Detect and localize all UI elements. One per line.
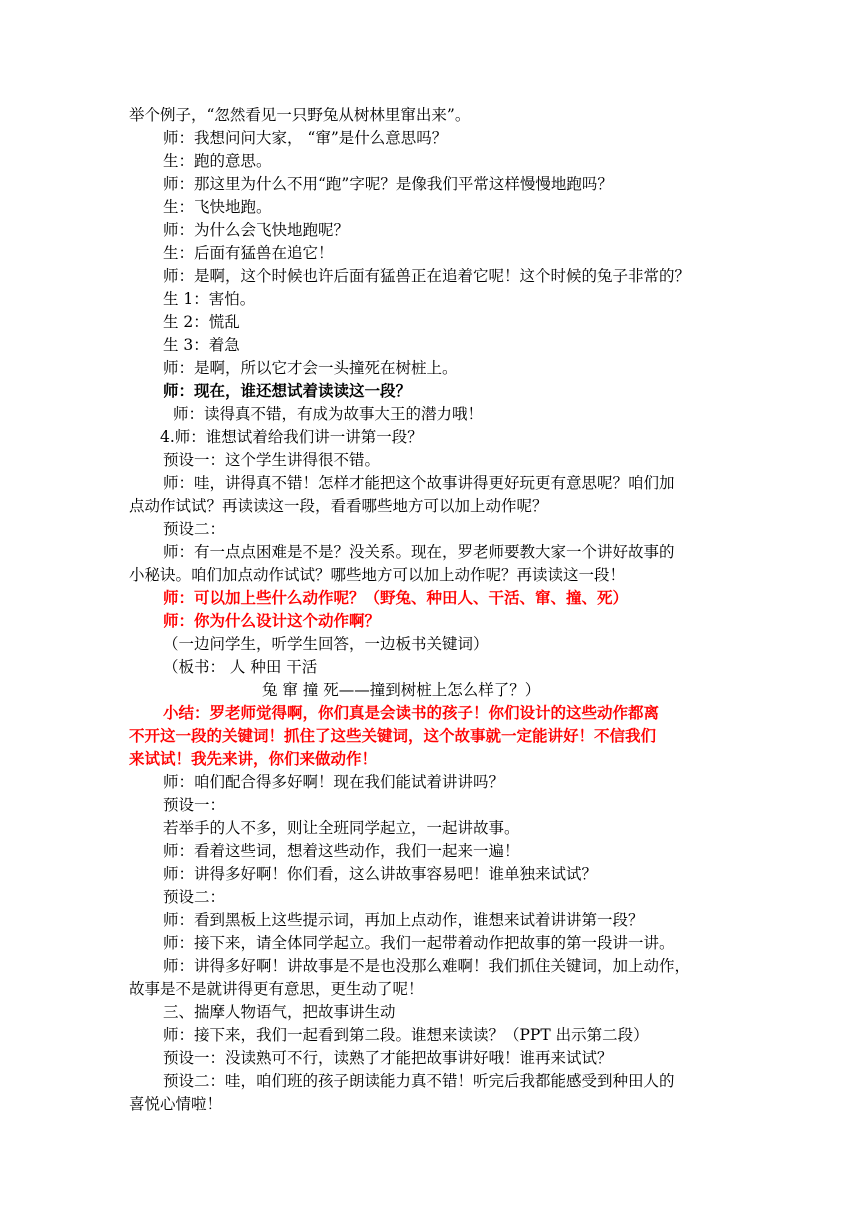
text-line: 师：你为什么设计这个动作啊？ [163,611,381,630]
text-line: 小秘诀。咱们加点动作试试？哪些地方可以加上动作呢？再读读这一段！ [129,566,626,584]
text-line: 预设二：哇，咱们班的孩子朗读能力真不错！听完后我都能感受到种田人的 [163,1072,675,1090]
text-line: 生：后面有猛兽在追它！ [163,244,334,262]
text-line: 师：看到黑板上这些提示词，再加上点动作，谁想来试着讲讲第一段？ [163,911,644,929]
text-line: 师：咱们配合得多好啊！现在我们能试着讲讲吗？ [163,773,505,791]
text-line: 4.师：谁想试着给我们讲一讲第一段？ [160,428,423,446]
text-line: 师：讲得多好啊！你们看，这么讲故事容易吧！谁单独来试试？ [163,865,598,883]
text-line: 兔 窜 撞 死——撞到树桩上怎么样了？） [262,681,541,699]
section-heading: 三、揣摩人物语气，把故事讲生动 [163,1003,396,1021]
text-line: 故事是不是就讲得更有意思，更生动了呢！ [129,980,424,998]
text-line: 师：现在，谁还想试着读读这一段？ [163,381,412,400]
text-line: 不开这一段的关键词！抓住了这些关键词，这个故事就一定能讲好！不信我们 [129,726,657,745]
text-line: 师：有一点点困难是不是？没关系。现在，罗老师要教大家一个讲好故事的 [163,543,675,561]
text-line: 喜悦心情啦！ [129,1095,223,1113]
text-line: 生 2：慌乱 [163,313,240,331]
text-line: 生 3：着急 [163,336,240,354]
text-line: 师：那这里为什么不用“跑”字呢？是像我们平常这样慢慢地跑吗？ [163,175,613,193]
text-line: 预设二： [163,520,226,538]
text-line: 来试试！我先来讲，你们来做动作！ [129,749,378,768]
text-line: 预设二： [163,888,226,906]
text-line: 师：看着这些词，想着这些动作，我们一起来一遍！ [163,842,520,860]
text-line: 点动作试试？再读读这一段，看看哪些地方可以加上动作呢？ [129,497,548,515]
text-line: 师：哇，讲得真不错！怎样才能把这个故事讲得更好玩更有意思呢？咱们加 [163,474,675,492]
text-line: 生：跑的意思。 [163,152,272,170]
text-line: 举个例子，“忽然看见一只野兔从树林里窜出来”。 [129,106,471,124]
text-line: 预设一：没读熟可不行，读熟了才能把故事讲好哦！谁再来试试？ [163,1049,613,1067]
text-line: （板书： 人 种田 干活 [163,658,318,676]
text-line: 师：读得真不错，有成为故事大王的潜力哦！ [173,405,484,423]
text-line: 师：是啊，这个时候也许后面有猛兽正在追着它呢！这个时候的兔子非常的？ [163,267,691,285]
text-line: 生：飞快地跑。 [163,198,272,216]
text-line: 预设一： [163,796,226,814]
text-line: 生 1：害怕。 [163,290,256,308]
text-line: 师：接下来，我们一起看到第二段。谁想来读读？（PPT 出示第二段） [163,1026,649,1044]
text-line: 师：可以加上些什么动作呢？（野兔、种田人、干活、窜、撞、死） [163,588,629,607]
text-line: 师：讲得多好啊！讲故事是不是也没那么难啊！我们抓住关键词，加上动作， [163,957,691,975]
text-line: 小结：罗老师觉得啊，你们真是会读书的孩子！你们设计的这些动作都离 [163,703,660,722]
text-line: 师：接下来，请全体同学起立。我们一起带着动作把故事的第一段讲一讲。 [163,934,675,952]
text-line: 师：是啊，所以它才会一头撞死在树桩上。 [163,359,458,377]
text-line: 师：我想问问大家， “窜”是什么意思吗？ [163,129,448,147]
text-line: （一边问学生，听学生回答，一边板书关键词） [163,635,489,653]
text-line: 师：为什么会飞快地跑呢？ [163,221,350,239]
text-line: 若举手的人不多，则让全班同学起立，一起讲故事。 [163,819,520,837]
text-line: 预设一：这个学生讲得很不错。 [163,451,381,469]
